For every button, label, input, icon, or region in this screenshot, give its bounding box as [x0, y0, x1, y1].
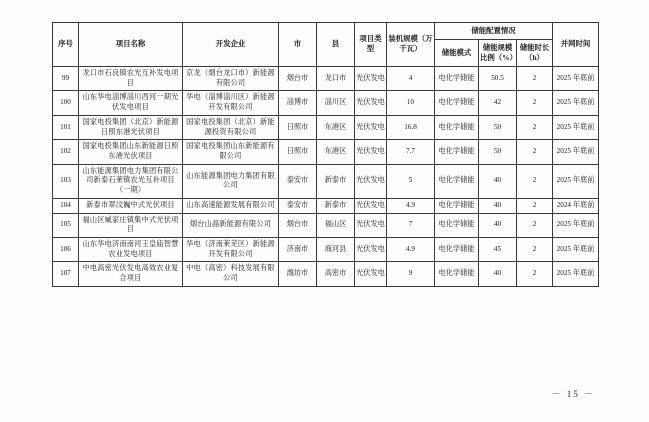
cell-county: 新泰市 — [317, 198, 355, 213]
cell-storage-ratio: 50 — [479, 115, 517, 139]
cell-storage-ratio: 50.5 — [479, 66, 517, 90]
cell-developer: 华电（济南莱芜区）新能源开发有限公司 — [183, 238, 279, 262]
cell-storage-ratio: 40 — [479, 164, 517, 198]
cell-storage-ratio: 45 — [479, 238, 517, 262]
table-row — [53, 213, 599, 237]
header-developer: 开发企业 — [183, 23, 279, 67]
table-row — [53, 262, 599, 286]
cell-county: 东港区 — [317, 115, 355, 139]
header-storage-group: 储能配置情况 — [435, 23, 553, 40]
cell-no: 99 — [53, 66, 79, 90]
cell-county: 商河县 — [317, 238, 355, 262]
cell-county: 淄川区 — [317, 91, 355, 115]
cell-grid-time: 2025 年底前 — [553, 213, 599, 237]
cell-storage-ratio: 40 — [479, 262, 517, 286]
cell-no: 105 — [53, 213, 79, 237]
cell-grid-time: 2025 年底前 — [553, 66, 599, 90]
cell-project-type: 光伏发电 — [355, 198, 387, 213]
cell-storage-mode: 电化学储能 — [435, 66, 479, 90]
cell-no: 107 — [53, 262, 79, 286]
header-grid-time: 并网时间 — [553, 23, 599, 67]
header-county: 县 — [317, 23, 355, 67]
header-storage-ratio: 储能规模比例（%） — [479, 39, 517, 66]
cell-county: 高密市 — [317, 262, 355, 286]
table-body — [53, 66, 599, 286]
cell-grid-time: 2025 年底前 — [553, 262, 599, 286]
cell-developer: 国家电投集团山东新能源有限公司 — [183, 140, 279, 164]
cell-capacity: 4.9 — [387, 238, 435, 262]
cell-city: 泰安市 — [279, 164, 317, 198]
page-number: － 15 － — [551, 389, 595, 399]
cell-project-type: 光伏发电 — [355, 238, 387, 262]
cell-capacity: 16.8 — [387, 115, 435, 139]
cell-county: 新泰市 — [317, 164, 355, 198]
cell-storage-duration: 2 — [517, 213, 553, 237]
cell-storage-ratio: 40 — [479, 213, 517, 237]
cell-county: 福山区 — [317, 213, 355, 237]
cell-city: 烟台市 — [279, 66, 317, 90]
cell-developer: 烟台山晶新能源有限公司 — [183, 213, 279, 237]
cell-project-name: 新泰市翠汶巍中式光伏项目 — [79, 198, 183, 213]
cell-capacity: 4 — [387, 66, 435, 90]
cell-capacity: 9 — [387, 262, 435, 286]
cell-developer: 山东高速能源发展有限公司 — [183, 198, 279, 213]
cell-city: 烟台市 — [279, 213, 317, 237]
cell-project-type: 光伏发电 — [355, 140, 387, 164]
cell-storage-mode: 电化学储能 — [435, 115, 479, 139]
cell-county: 东港区 — [317, 140, 355, 164]
cell-developer: 华电（淄博淄川区）新能源开发有限公司 — [183, 91, 279, 115]
cell-storage-duration: 2 — [517, 91, 553, 115]
cell-city: 日照市 — [279, 115, 317, 139]
cell-city: 日照市 — [279, 140, 317, 164]
cell-capacity: 4.9 — [387, 198, 435, 213]
header-storage-duration: 储能时长（h） — [517, 39, 553, 66]
cell-project-type: 光伏发电 — [355, 115, 387, 139]
cell-storage-duration: 2 — [517, 164, 553, 198]
cell-project-name: 山东华电淄博淄川西河一期光伏发电项目 — [79, 91, 183, 115]
cell-no: 106 — [53, 238, 79, 262]
cell-capacity: 7 — [387, 213, 435, 237]
table-row — [53, 238, 599, 262]
cell-project-type: 光伏发电 — [355, 262, 387, 286]
cell-capacity: 5 — [387, 164, 435, 198]
cell-city: 泰安市 — [279, 198, 317, 213]
cell-storage-ratio: 50 — [479, 140, 517, 164]
table-row — [53, 164, 599, 198]
cell-storage-duration: 2 — [517, 140, 553, 164]
cell-storage-mode: 电化学储能 — [435, 91, 479, 115]
table-row — [53, 115, 599, 139]
cell-county: 龙口市 — [317, 66, 355, 90]
table-row — [53, 198, 599, 213]
table-row — [53, 91, 599, 115]
cell-capacity: 10 — [387, 91, 435, 115]
cell-grid-time: 2025 年底前 — [553, 164, 599, 198]
cell-project-name: 中电高密光伏发电高效农业复合项目 — [79, 262, 183, 286]
cell-developer: 山东能源集团电力集团有限公司 — [183, 164, 279, 198]
cell-project-name: 福山区臧家庄镇集中式光伏项目 — [79, 213, 183, 237]
cell-storage-duration: 2 — [517, 262, 553, 286]
cell-storage-ratio: 40 — [479, 198, 517, 213]
table-row — [53, 140, 599, 164]
cell-storage-mode: 电化学储能 — [435, 140, 479, 164]
header-city: 市 — [279, 23, 317, 67]
cell-storage-mode: 电化学储能 — [435, 198, 479, 213]
cell-no: 101 — [53, 115, 79, 139]
cell-storage-duration: 2 — [517, 66, 553, 90]
cell-storage-duration: 2 — [517, 238, 553, 262]
header-no: 序号 — [53, 23, 79, 67]
cell-developer: 京龙（烟台龙口市）新能源有限公司 — [183, 66, 279, 90]
cell-grid-time: 2025 年底前 — [553, 115, 599, 139]
cell-storage-duration: 2 — [517, 115, 553, 139]
header-capacity: 装机规模（万千瓦） — [387, 23, 435, 67]
cell-project-name: 国家电投集团（北京）新能源日照东港光伏项目 — [79, 115, 183, 139]
header-storage-mode: 储能模式 — [435, 39, 479, 66]
cell-storage-mode: 电化学储能 — [435, 262, 479, 286]
cell-developer: 国家电投集团（北京）新能源投资有限公司 — [183, 115, 279, 139]
table-container — [52, 22, 598, 287]
cell-grid-time: 2024 年底前 — [553, 198, 599, 213]
header-project-type: 项目类型 — [355, 23, 387, 67]
cell-storage-ratio: 42 — [479, 91, 517, 115]
cell-no: 102 — [53, 140, 79, 164]
cell-project-type: 光伏发电 — [355, 91, 387, 115]
cell-no: 103 — [53, 164, 79, 198]
cell-city: 淄博市 — [279, 91, 317, 115]
cell-developer: 中电（高密）科技发展有限公司 — [183, 262, 279, 286]
cell-project-name: 山东华电济南南河王皇庙智慧农业发电项目 — [79, 238, 183, 262]
cell-project-type: 光伏发电 — [355, 164, 387, 198]
cell-project-type: 光伏发电 — [355, 66, 387, 90]
cell-capacity: 7.7 — [387, 140, 435, 164]
table-header-row-1 — [53, 23, 599, 40]
project-table — [52, 22, 599, 287]
cell-no: 100 — [53, 91, 79, 115]
cell-project-type: 光伏发电 — [355, 213, 387, 237]
cell-city: 潍坊市 — [279, 262, 317, 286]
cell-project-name: 山东能源集团电力集团有限公司新泰石莱镇农光互补项目（一期） — [79, 164, 183, 198]
table-row — [53, 66, 599, 90]
cell-grid-time: 2025 年底前 — [553, 91, 599, 115]
cell-storage-mode: 电化学储能 — [435, 213, 479, 237]
cell-grid-time: 2025 年底前 — [553, 140, 599, 164]
cell-storage-duration: 2 — [517, 198, 553, 213]
cell-city: 济南市 — [279, 238, 317, 262]
cell-grid-time: 2025 年底前 — [553, 238, 599, 262]
header-project-name: 项目名称 — [79, 23, 183, 67]
cell-storage-mode: 电化学储能 — [435, 238, 479, 262]
cell-project-name: 国家电投集团山东新能源日照东港光伏项目 — [79, 140, 183, 164]
cell-storage-mode: 电化学储能 — [435, 164, 479, 198]
cell-no: 104 — [53, 198, 79, 213]
cell-project-name: 龙口市石良镇农光互补发电项目 — [79, 66, 183, 90]
